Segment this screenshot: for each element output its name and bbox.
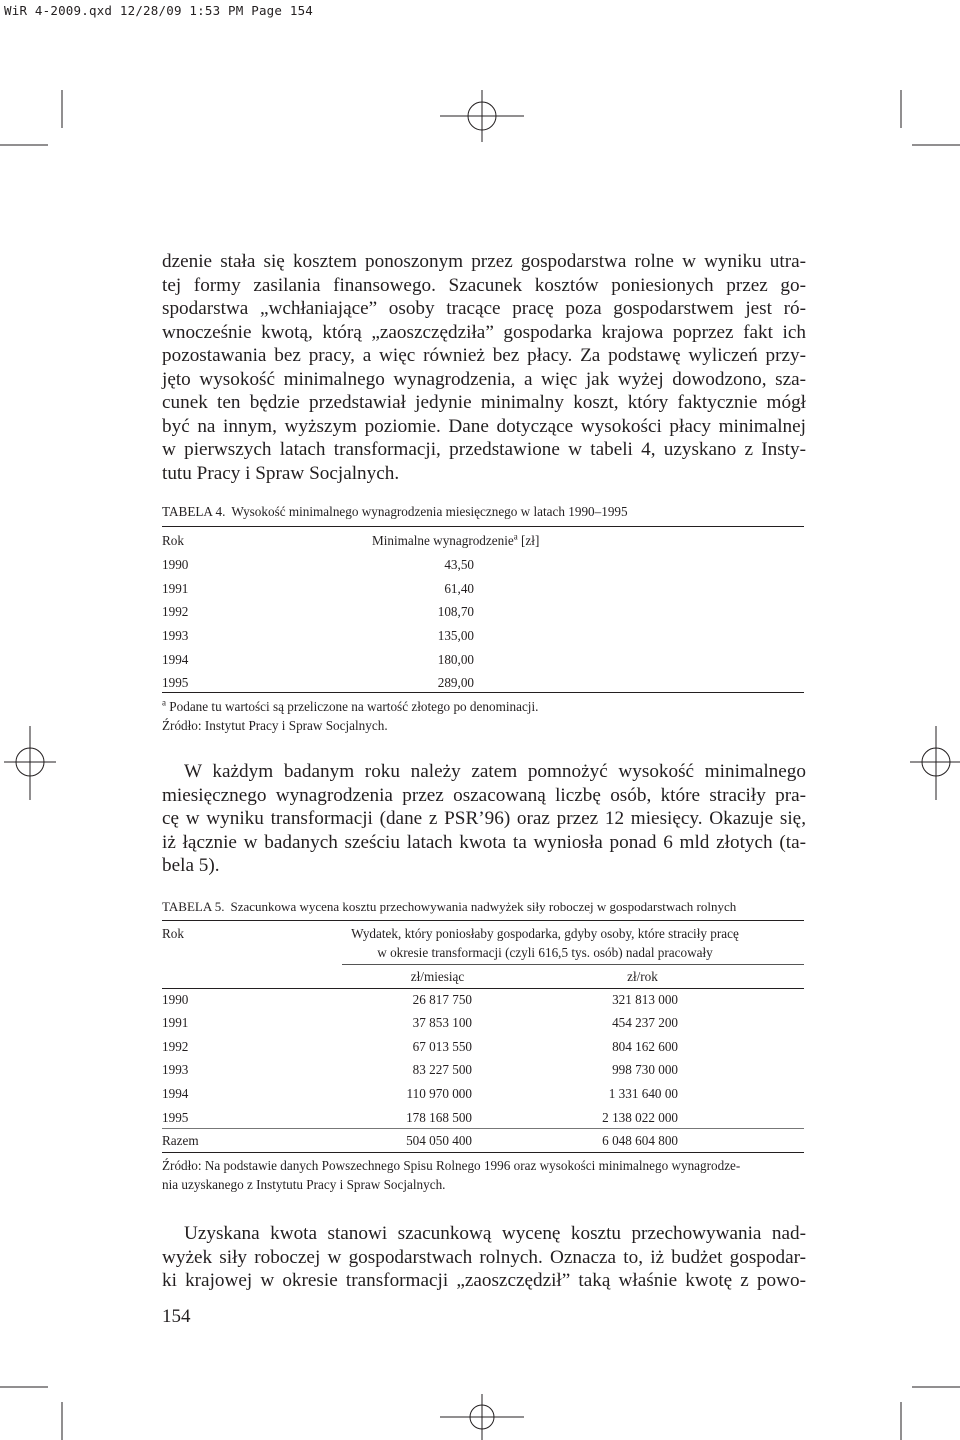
table-row-month: 26 817 750 <box>412 992 472 1007</box>
text-line: Uzyskana kwota stanowi szacunkową wycenę kosztu przechowywania nad- <box>184 1223 806 1244</box>
table-row-year: 1994 <box>162 652 189 667</box>
text-line: być na innym, wyższym poziomie. Dane dotyczące wysokości płacy minimalnej <box>162 415 806 437</box>
table-4-title: Wysokość minimalnego wynagrodzenia miesięcznego w latach 1990–1995 <box>231 504 628 519</box>
table-5-head-rule <box>342 964 804 965</box>
body-paragraph-2 <box>162 760 806 878</box>
body-paragraph-3 <box>162 1222 806 1293</box>
table-total-month: 504 050 400 <box>406 1133 472 1148</box>
text-line: dzenie stała się kosztem ponoszonym przez gospodarstwa rolne w wyniku utra- <box>162 251 806 272</box>
footnote-text: Podane tu wartości są przeliczone na wartość złotego po denominacji. <box>169 699 539 714</box>
table-row-year: 1992 <box>162 604 189 619</box>
table-row-month: 110 970 000 <box>406 1086 472 1101</box>
col-value-unit: [zł] <box>521 533 540 548</box>
body-paragraph-1 <box>162 250 806 485</box>
text-line: wyżek siły roboczej w gospodarstwach rolnych. Oznacza to, iż budżet gospodar- <box>162 1246 806 1268</box>
table-row-month: 67 013 550 <box>412 1039 472 1054</box>
table-row-year: 1992 <box>162 1039 189 1054</box>
table-5-sub-year: zł/rok <box>627 969 658 984</box>
table-row-value: 180,00 <box>437 652 474 667</box>
registration-mark-right <box>910 726 960 800</box>
table-5-caption <box>162 899 736 915</box>
table-5-col-year: Rok <box>162 926 184 941</box>
table-5-source-line2: nia uzyskanego z Instytutu Pracy i Spraw Socjalnych. <box>162 1177 446 1192</box>
table-5-top-rule <box>162 920 804 921</box>
table-row-year: 1995 <box>162 1110 189 1125</box>
text-line: wnocześnie kwotą, którą „zaoszczędziła” gospodarka krajowa poprzez fakt ich <box>162 321 806 343</box>
col-value-label: Minimalne wynagrodzenie <box>372 533 514 548</box>
table-row-value: 61,40 <box>444 581 474 596</box>
text-line: tej formy zasilania finansowego. Szacunek kosztów poniesionych przez go- <box>162 274 806 296</box>
table-4-col-year: Rok <box>162 533 184 548</box>
table-row-year: 1993 <box>162 1062 189 1077</box>
table-row-annual: 321 813 000 <box>612 992 678 1007</box>
text-line: w pierwszych latach transformacji, przedstawione w tabeli 4, uzyskano z Insty- <box>162 439 806 460</box>
table-4-footnote <box>162 697 538 716</box>
table-row-year: 1995 <box>162 675 189 690</box>
text-line: bela 5). <box>162 855 220 876</box>
registration-mark-bottom <box>440 1394 524 1440</box>
table-row-value: 43,50 <box>444 557 474 572</box>
table-5-col-head-line2: w okresie transformacji (czyli 616,5 tys. osób) nadal pracowały <box>377 945 713 960</box>
table-4-label: TABELA 4. <box>162 504 226 519</box>
table-5-label: TABELA 5. <box>162 899 225 914</box>
table-4-top-rule <box>162 526 804 527</box>
table-4-caption <box>162 504 628 520</box>
table-row-year: 1990 <box>162 557 189 572</box>
print-slug: WiR 4-2009.qxd 12/28/09 1:53 PM Page 154 <box>4 3 314 18</box>
table-row-annual: 454 237 200 <box>612 1015 678 1030</box>
table-row-year: 1991 <box>162 581 189 596</box>
table-total-annual: 6 048 604 800 <box>602 1133 678 1148</box>
text-line: spodarstwa „wchłaniające” osoby tracące pracę poza gospodarstwem jest ró- <box>162 298 806 319</box>
text-line: tutu Pracy i Spraw Socjalnych. <box>162 462 400 484</box>
registration-mark-top <box>440 90 524 142</box>
page-number: 154 <box>162 1306 191 1327</box>
table-row-value: 289,00 <box>437 675 474 690</box>
text-line: jęto wysokość minimalnego wynagrodzenia, a więc jak wyżej dowodzono, sza- <box>162 368 806 390</box>
text-line: cę w wyniku transformacji (dane z PSR’96) oraz przez 12 miesięcy. Okazuje się, <box>162 808 806 829</box>
text-line: W każdym badanym roku należy zatem pomnożyć wysokość minimalnego <box>184 761 806 782</box>
text-line: miesięcznego wynagrodzenia przez oszacowaną liczbę osób, które straciły pra- <box>162 784 806 806</box>
table-total-label: Razem <box>162 1133 199 1148</box>
table-row-annual: 804 162 600 <box>612 1039 678 1054</box>
table-5-bottom-rule <box>162 1152 804 1153</box>
table-4-bottom-rule <box>162 692 804 693</box>
table-5-source-line1: Źródło: Na podstawie danych Powszechnego Spisu Rolnego 1996 oraz wysokości minimalnego wynagrodze- <box>162 1158 741 1173</box>
table-5-title: Szacunkowa wycena kosztu przechowywania nadwyżek siły roboczej w gospodarstwach rolnych <box>230 899 737 914</box>
table-row-year: 1993 <box>162 628 189 643</box>
text-line: ki krajowej w okresie transformacji „zaoszczędził” taką właśnie kwotę z powo- <box>162 1270 806 1291</box>
table-5-head-bottom-rule <box>162 988 804 989</box>
table-4-source: Źródło: Instytut Pracy i Spraw Socjalnych. <box>162 718 388 733</box>
table-row-month: 37 853 100 <box>412 1015 472 1030</box>
table-row-year: 1994 <box>162 1086 189 1101</box>
table-row-annual: 2 138 022 000 <box>602 1110 678 1125</box>
table-row-annual: 998 730 000 <box>612 1062 678 1077</box>
table-5-col-head-line1: Wydatek, który poniosłaby gospodarka, gdyby osoby, które straciły pracę <box>351 926 739 941</box>
table-row-annual: 1 331 640 00 <box>608 1086 678 1101</box>
table-row-month: 178 168 500 <box>406 1110 472 1125</box>
table-5-sub-month: zł/miesiąc <box>410 969 465 984</box>
text-line: cunek ten będzie przedstawiał jedynie minimalny koszt, który faktycznie mógł <box>162 392 806 413</box>
table-row-year: 1990 <box>162 992 189 1007</box>
table-5-total-rule <box>162 1128 804 1129</box>
footnote-marker: a <box>513 531 518 542</box>
text-line: iż łącznie w badanych sześciu latach kwota ta wyniosła ponad 6 mld złotych (ta- <box>162 831 806 853</box>
table-row-year: 1991 <box>162 1015 189 1030</box>
table-row-value: 135,00 <box>437 628 474 643</box>
text-line: pozostawania bez pracy, a więc również bez płacy. Za podstawę wyliczeń przy- <box>162 345 806 366</box>
table-row-month: 83 227 500 <box>412 1062 472 1077</box>
footnote-marker: a <box>162 697 166 708</box>
registration-mark-left <box>4 726 56 800</box>
table-4-col-value <box>372 533 539 549</box>
table-row-value: 108,70 <box>437 604 474 619</box>
